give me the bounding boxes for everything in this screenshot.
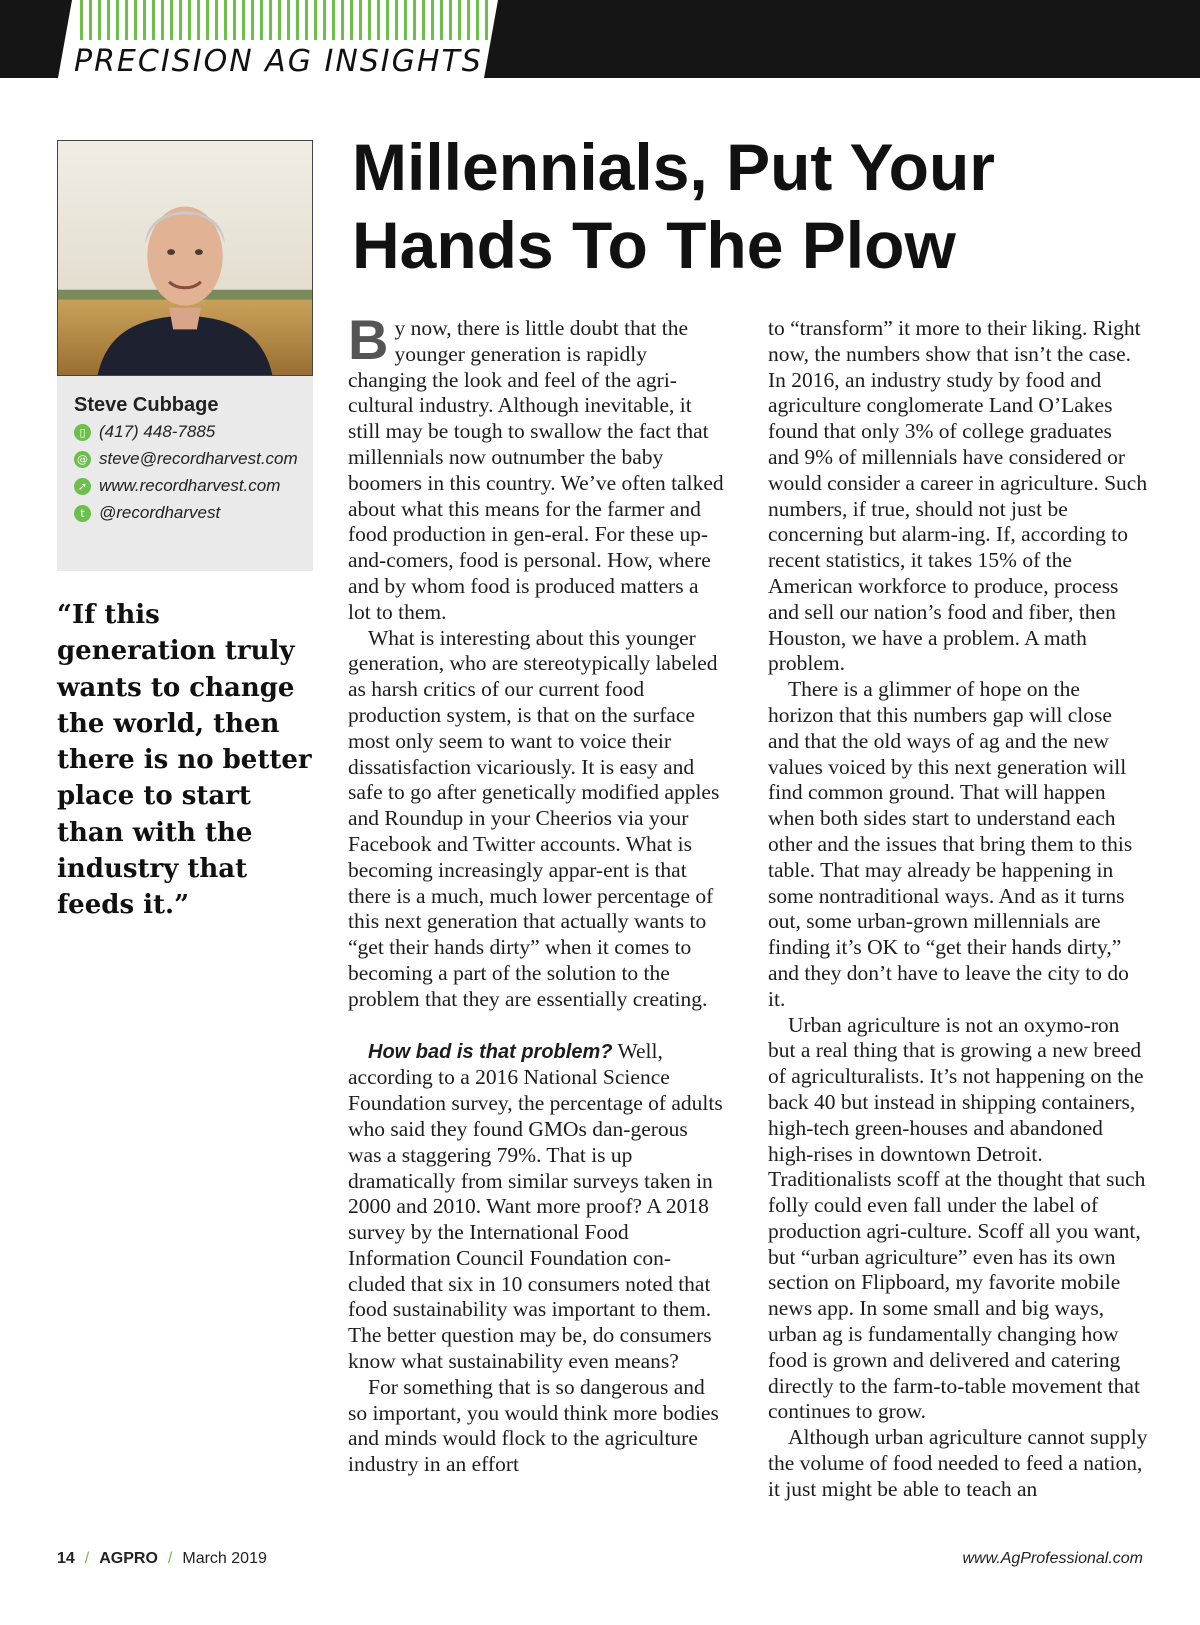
article-headline	[352, 128, 1172, 284]
paragraph: There is a glimmer of hope on the horizon that this numbers gap will close and that the old ways of ag and the new values voiced by this next generation will find common ground. That will happen when both sides start to understand each other and the issues that bring them to this table. That may already be happening in some nontraditional ways. And as it turns out, some urban-grown millennials are finding it’s OK to “get their hands dirty,” and they don’t have to leave the city to do it.	[768, 677, 1133, 1011]
twitter-icon: t	[74, 505, 91, 522]
paragraph: What is interesting about this younger generation, who are stereotypically labeled as harsh critics of our current food production system, is that on the surface most only seem to want to voice their dissatisfaction vicariously. It is easy and safe to go after genetically modified apples and Roundup in your Cheerios via your Facebook and Twitter accounts. What is becoming increasingly appar-ent is that there is a much, much lower percentage of this next generation that actually wants to “get their hands dirty” when it comes to becoming a part of the solution to the problem that they are essentially creating.	[348, 625, 720, 1011]
paragraph-text: y now, there is little doubt that the younger generation is rapidly changing the look and feel of the agri-cultural industry. Although inevitable, it still may be tough to swallow the fact that millennials now outnumber the baby boomers in this country. We’ve often talked about what this means for the farmer and food production in gen-eral. For these up-and-comers, food is personal. How, where and by whom food is produced matters a lot to them.	[348, 316, 724, 624]
website-link[interactable]: www.recordharvest.com	[99, 476, 281, 495]
email-icon: @	[74, 451, 91, 468]
footer-separator: /	[84, 1550, 90, 1567]
paragraph-text: Well, according to a 2016 National Science Foundation survey, the percentage of adults who said they found GMOs dan-gerous was a staggering 79%. That is up dramatically from similar surveys taken in 2000 and 2010. Want more proof? A 2018 survey by the International Food Information Council Foundation con-cluded that six in 10 consumers noted that food sustainability was important to them. The better question may be, do consumers know what sustainability even means?	[348, 1038, 723, 1374]
twitter-handle[interactable]: @recordharvest	[99, 503, 221, 522]
website-icon: ➚	[74, 478, 91, 495]
drop-cap: B	[348, 308, 389, 371]
author-photo	[57, 140, 313, 376]
contact-twitter	[74, 501, 220, 525]
issue-date: March 2019	[182, 1550, 267, 1567]
headline-line-2: Hands To The Plow	[352, 208, 956, 282]
footer-url[interactable]: www.AgProfessional.com	[962, 1550, 1143, 1567]
article-column-2	[768, 316, 1148, 1503]
contact-website	[74, 474, 280, 498]
author-name: Steve Cubbage	[74, 394, 219, 416]
paragraph: to “transform” it more to their liking. Right now, the numbers show that isn’t the case. In 2016, an industry study by food and agriculture conglomerate Land O’Lakes found that only 3% of college graduates and 9% of millennials have considered or would consider a career in agriculture. Such numbers, if true, should not just be concerning but alarm-ing. If, according to recent statistics, it takes 15% of the American workforce to produce, process and sell our nation’s food and fiber, then Houston, we have a problem. A math problem.	[768, 316, 1148, 676]
magazine-name: AGPRO	[99, 1550, 158, 1567]
footer-separator: /	[167, 1550, 173, 1567]
paragraph	[348, 1039, 726, 1375]
phone-icon: ▯	[74, 424, 91, 441]
paragraph: Urban agriculture is not an oxymo-ron but a real thing that is growing a new breed of agriculturalists. It’s not happening on the back 40 but instead in shipping containers, high-tech green-houses and abandoned high-rises in downtown Detroit. Traditionalists scoff at the thought that such folly could even fall under the label of production agri-culture. Scoff all you want, but “urban agriculture” even has its own section on Flipboard, my favorite mobile news app. In some small and big ways, urban ag is fundamentally changing how food is grown and delivered and catering directly to the farm-to-table movement that continues to grow.	[768, 1012, 1146, 1424]
contact-email	[74, 447, 298, 471]
page-footer-left	[57, 1550, 267, 1568]
section-title: PRECISION AG INSIGHTS	[74, 44, 483, 79]
paragraph: Although urban agriculture cannot supply the volume of food needed to feed a nation, it just might be able to teach an	[768, 1425, 1148, 1501]
green-stripes-decoration	[80, 0, 488, 40]
pull-quote: “If this generation truly wants to change the world, then there is no better place to start than with the industry that feeds it.”	[57, 600, 312, 921]
contact-phone	[74, 420, 215, 444]
subhead-runin: How bad is that problem?	[368, 1040, 613, 1063]
paragraph	[348, 308, 726, 626]
article-column-1	[348, 308, 726, 1478]
author-contact-box	[57, 376, 313, 571]
paragraph: For something that is so dangerous and so important, you would think more bodies and minds would flock to the agriculture industry in an effort	[348, 1374, 719, 1477]
phone-text: (417) 448-7885	[99, 422, 216, 441]
headline-line-1: Millennials, Put Your	[352, 130, 995, 204]
page-number: 14	[57, 1550, 75, 1567]
email-link[interactable]: steve@recordharvest.com	[99, 449, 298, 468]
